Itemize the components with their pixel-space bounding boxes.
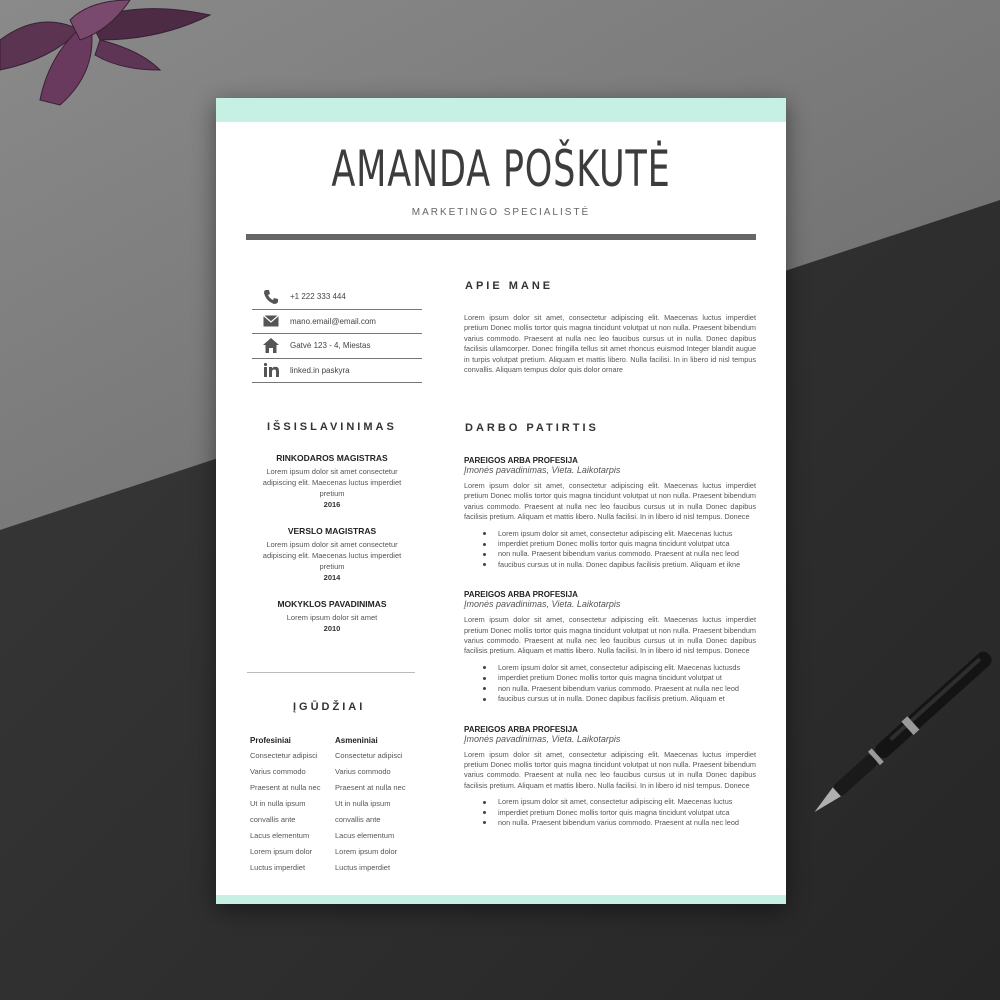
job-company: Įmonės pavadinimas, Vieta. Laikotarpis — [464, 733, 621, 744]
contact-linkedin: linked.in paskyra — [290, 365, 350, 375]
succulent-flower-icon — [0, 0, 230, 120]
skill-item: Varius commodo — [335, 767, 391, 776]
job-entry — [464, 456, 756, 570]
contact-email: mano.email@email.com — [290, 316, 376, 326]
job-bullet: faucibus cursus ut in nulla. Donec dapibus facilisis pretium. Aliquam et ikne — [464, 560, 756, 570]
skills-column-personal — [335, 736, 420, 879]
education-item — [252, 526, 412, 584]
education-list — [252, 453, 412, 650]
job-description: Lorem ipsum dolor sit amet, consectetur adipiscing elit. Maecenas luctus imperdiet pretium Donec mollis tortor quis magna tincidunt volutpat ut non nulla. Praesent bibendum varius commodo. Praesent at nulla nec leo faucibus cursus ut in nulla Donec dapibus facilisis pretium. Aliquam et mattis libero. Nulla facilisi. In in libero id nisl tempus. Donece — [464, 615, 756, 656]
job-bullets — [464, 529, 756, 571]
bottom-accent-band — [216, 895, 786, 904]
experience-list — [464, 456, 756, 848]
job-bullet: non nulla. Praesent bibendum varius commodo. Praesent at nulla nec leod — [464, 684, 756, 694]
job-bullet: imperdiet pretium Donec mollis tortor quis magna tincidunt volutpat ut — [464, 673, 756, 683]
job-entry — [464, 590, 756, 704]
job-bullet: Lorem ipsum dolor sit amet, consectetur adipiscing elit. Maecenas luctus — [464, 529, 756, 539]
skill-item: Ut in nulla ipsum — [250, 799, 306, 808]
skills-column-head: Asmeniniai — [335, 736, 378, 745]
contact-row-phone — [252, 285, 422, 310]
skill-item: Ut in nulla ipsum — [335, 799, 391, 808]
phone-icon — [252, 289, 290, 305]
skills-heading: ĮGŪDŽIAI — [293, 701, 366, 713]
top-accent-band — [216, 98, 786, 122]
contact-row-linkedin — [252, 359, 422, 384]
education-desc: Lorem ipsum dolor sit amet — [286, 613, 378, 622]
skill-item: convallis ante — [335, 815, 381, 824]
job-description: Lorem ipsum dolor sit amet, consectetur adipiscing elit. Maecenas luctus imperdiet pretium Donec mollis tortor quis magna tincidunt volutpat ut non nulla. Praesent bibendum varius commodo. Praesent at nulla nec leo faucibus cursus ut in nulla Donec dapibus facilisis pretium. Aliquam et mattis libero. Nulla facilisi. In in libero id nisl tempus. Donece — [464, 481, 756, 522]
education-item — [252, 453, 412, 511]
skill-item: Lorem ipsum dolor — [335, 847, 398, 856]
contact-row-email — [252, 310, 422, 335]
job-title: PAREIGOS ARBA PROFESIJA — [464, 724, 578, 734]
job-company: Įmonės pavadinimas, Vieta. Laikotarpis — [464, 599, 621, 610]
fountain-pen-icon — [800, 625, 1000, 845]
education-desc: Lorem ipsum dolor sit amet consectetur adipiscing elit. Maecenas luctus imperdiet pretium — [262, 467, 402, 498]
about-heading: APIE MANE — [465, 280, 554, 292]
job-bullets — [464, 663, 756, 705]
home-icon — [252, 338, 290, 353]
skill-item: Luctus imperdiet — [250, 863, 306, 872]
job-title: PAREIGOS ARBA PROFESIJA — [464, 456, 578, 465]
job-bullets — [464, 797, 756, 828]
education-year: 2016 — [323, 500, 341, 509]
skills-table — [250, 736, 420, 879]
skills-column-professional — [250, 736, 335, 879]
resume-page — [216, 98, 786, 904]
contact-row-address — [252, 334, 422, 359]
education-desc: Lorem ipsum dolor sit amet consectetur adipiscing elit. Maecenas luctus imperdiet pretium — [262, 540, 402, 571]
job-bullet: non nulla. Praesent bibendum varius commodo. Praesent at nulla nec leod — [464, 549, 756, 559]
skill-item: Consectetur adipisci — [250, 751, 318, 760]
skill-item: Praesent at nulla nec — [335, 783, 406, 792]
job-bullet: imperdiet pretium Donec mollis tortor quis magna tincidunt volutpat utca — [464, 539, 756, 549]
skill-item: Lacus elementum — [335, 831, 395, 840]
skills-column-head: Profesiniai — [250, 736, 291, 745]
experience-heading: DARBO PATIRTIS — [465, 422, 599, 434]
skill-item: Praesent at nulla nec — [250, 783, 321, 792]
job-title: PAREIGOS ARBA PROFESIJA — [464, 590, 578, 600]
skill-item: Luctus imperdiet — [335, 863, 391, 872]
skill-item: convallis ante — [250, 815, 296, 824]
about-section — [464, 313, 756, 375]
job-bullet: faucibus cursus ut in nulla. Donec dapibus facilisis pretium. Aliquam et — [464, 694, 756, 704]
skill-item: Varius commodo — [250, 767, 306, 776]
envelope-icon — [252, 315, 290, 327]
education-year: 2010 — [323, 624, 341, 633]
education-title: VERSLO MAGISTRAS — [287, 526, 377, 536]
contact-address: Gatvė 123 - 4, Miestas — [290, 341, 371, 351]
about-text: Lorem ipsum dolor sit amet, consectetur adipiscing elit. Maecenas luctus imperdiet pretium Donec mollis tortor quis magna tincidunt volutpat ut non nulla. Praesent bibendum varius commodo. Praesent at nulla nec leo faucibus cursus ut in nulla. Donec dapibus facilisis ullamcorper. Donec fringilla tellus sit amet rhoncus euismod Integer blandit augue in turpis volutpat pretium. Aliquam et mattis libero. Nulla facilisi. In in libero id nisl tempus convallis. Aliquam tempus dolor quis dolor ornare — [464, 313, 756, 375]
left-column-divider — [247, 672, 415, 673]
skill-item: Lorem ipsum dolor — [250, 847, 313, 856]
job-entry — [464, 725, 756, 829]
education-year: 2014 — [323, 573, 341, 582]
job-bullet: non nulla. Praesent bibendum varius commodo. Praesent at nulla nec leod — [464, 818, 756, 828]
education-item — [252, 599, 412, 635]
job-bullet: Lorem ipsum dolor sit amet, consectetur adipiscing elit. Maecenas luctusds — [464, 663, 756, 673]
education-heading: IŠSISLAVINIMAS — [267, 421, 397, 433]
job-description: Lorem ipsum dolor sit amet, consectetur adipiscing elit. Maecenas luctus imperdiet pretium Donec mollis tortor quis magna tincidunt volutpat ut non nulla. Praesent bibendum varius commodo. Praesent at nulla nec leo faucibus cursus ut in nulla Donec dapibus facilisis pretium. Aliquam et mattis libero. Nulla facilisi. In in libero id nisl tempus. Donece — [464, 749, 756, 790]
linkedin-icon — [252, 363, 290, 377]
job-bullet: Lorem ipsum dolor sit amet, consectetur adipiscing elit. Maecenas luctus — [464, 797, 756, 807]
education-title: RINKODAROS MAGISTRAS — [276, 453, 388, 463]
contact-list — [252, 285, 422, 383]
resume-name: AMANDA POŠKUTĖ — [331, 140, 671, 198]
resume-role: MARKETINGO SPECIALISTĖ — [411, 207, 591, 218]
header-divider — [246, 234, 756, 240]
job-company: Įmonės pavadinimas, Vieta. Laikotarpis — [464, 465, 621, 475]
skill-item: Consectetur adipisci — [335, 751, 403, 760]
contact-phone: +1 222 333 444 — [290, 292, 346, 302]
skill-item: Lacus elementum — [250, 831, 310, 840]
job-bullet: imperdiet pretium Donec mollis tortor quis magna tincidunt volutpat utca — [464, 808, 756, 818]
education-title: MOKYKLOS PAVADINIMAS — [277, 599, 387, 609]
